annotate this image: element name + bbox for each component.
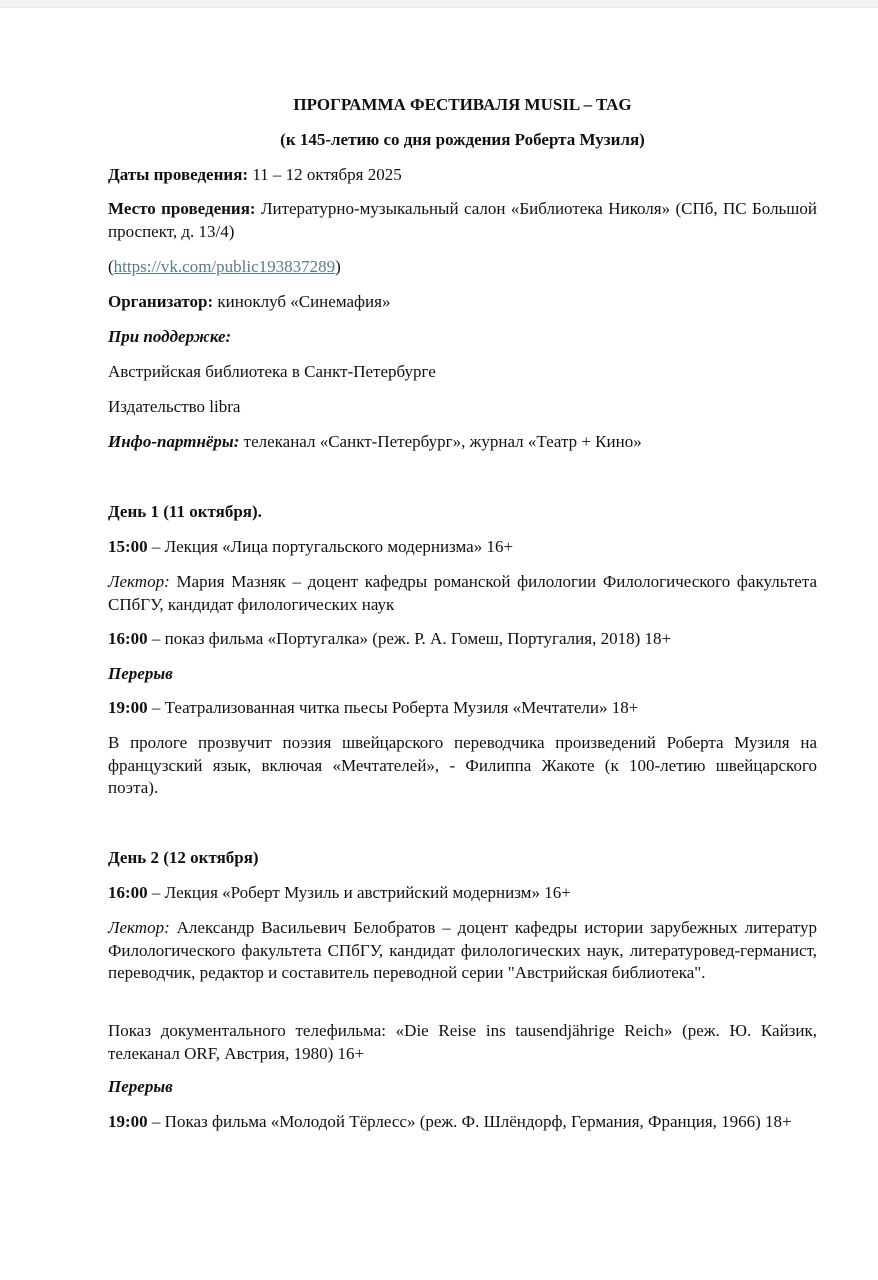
support-label: При поддержке: [108,327,232,346]
day2-lecturer [108,917,817,985]
event-text: – показ фильма «Португалка» (реж. Р. А. Гомеш, Португалия, 2018) 18+ [147,629,672,648]
organizer-line [108,291,817,314]
venue-label: Место проведения: [108,199,256,218]
paren-open: ( [108,257,114,276]
event-text: – Лекция «Роберт Музиль и австрийский модернизм» 16+ [147,883,571,902]
paren-close: ) [335,257,341,276]
organizer-value: киноклуб «Синемафия» [213,292,391,311]
lecturer-text: Александр Васильевич Белобратов – доцент кафедры истории зарубежных литератур Филологического факультета СПбГУ, кандидат филологических наук, литературовед-германист, переводчик, редактор и составитель переводной серии "Австрийская библиотека". [108,918,817,982]
document-title: ПРОГРАММА ФЕСТИВАЛЯ MUSIL – TAG [293,95,632,114]
dates-value: 11 – 12 октября 2025 [248,165,402,184]
vk-link[interactable]: https://vk.com/public193837289 [113,257,336,276]
venue-value: Литературно-музыкальный салон «Библиотека Николя» (СПб, ПС Большой проспект, д. 13/4) [108,199,817,241]
day2-break: Перерыв [108,1077,173,1096]
day2-event-1600 [108,882,817,905]
lecturer-label: Лектор: [108,918,170,937]
event-text: – Театрализованная читка пьесы Роберта Музиля «Мечтатели» 18+ [147,698,639,717]
support-item: Австрийская библиотека в Санкт-Петербурге [108,362,436,381]
dates-label: Даты проведения: [108,165,249,184]
event-time: 19:00 [108,698,148,717]
link-line [108,256,817,279]
event-text: – Лекция «Лица португальского модернизма» 16+ [147,537,514,556]
venue-line [108,198,817,243]
top-edge-bar [0,0,878,8]
event-time: 16:00 [108,883,148,902]
info-partners-line [108,431,817,454]
event-time: 15:00 [108,537,148,556]
day1-event-1600 [108,628,817,651]
lecturer-label: Лектор: [108,572,170,591]
document-subtitle: (к 145-летию со дня рождения Роберта Музиля) [280,130,645,149]
lecturer-text: Мария Мазняк – доцент кафедры романской филологии Филологического факультета СПбГУ, кандидат филологических наук [108,572,817,614]
day2-heading [108,847,817,870]
event-time: 19:00 [108,1112,148,1131]
day1-lecturer [108,571,817,616]
day1-note: В прологе прозвучит поэзия швейцарского переводчика произведений Роберта Музиля на французский язык, включая «Мечтателей», - Филиппа Жакоте (к 100-летию швейцарского поэта). [108,733,817,797]
event-text: – Показ фильма «Молодой Тёрлесс» (реж. Ф. Шлёндорф, Германия, Франция, 1966) 18+ [147,1112,792,1131]
day1-break: Перерыв [108,664,173,683]
info-partners-value: телеканал «Санкт-Петербург», журнал «Театр + Кино» [239,432,642,451]
day2-documentary: Показ документального телефильма: «Die Reise ins tausendjährige Reich» (реж. Ю. Кайзик, телеканал ORF, Австрия, 1980) 16+ [108,1021,817,1063]
organizer-label: Организатор: [108,292,214,311]
day1-event-1500 [108,536,817,559]
day2-heading-text: День 2 (12 октября) [108,848,259,867]
day1-event-1900 [108,697,817,720]
event-time: 16:00 [108,629,148,648]
dates-line [108,164,817,187]
info-partners-label: Инфо-партнёры: [108,432,240,451]
day2-event-1900 [108,1111,817,1134]
support-item: Издательство libra [108,397,241,416]
day1-heading [108,501,817,524]
day1-heading-text: День 1 (11 октября). [108,502,262,521]
